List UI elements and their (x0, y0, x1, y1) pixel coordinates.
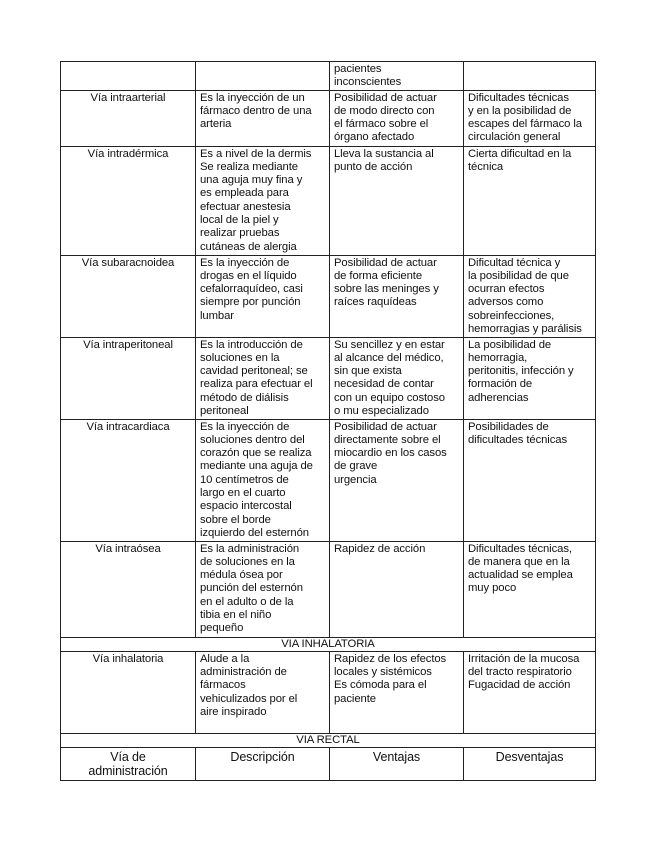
table-row (61, 651, 596, 733)
route-cell (61, 90, 196, 146)
cell-text-line: vehiculizados por el (200, 692, 298, 705)
cell-text-line: cefalorraquídeo, casi (200, 283, 303, 296)
cell-text-line: Es la inyección de un (200, 91, 305, 104)
cell-text-line: Dificultad técnica y (468, 256, 561, 269)
cell-text-line: ocurran efectos (468, 283, 545, 296)
cell-text-line: aire inspirado (200, 706, 267, 719)
cell-text-line: del tracto respiratorio (468, 666, 572, 679)
advantages-cell (330, 651, 464, 733)
cell-text-line: Vía subaracnoidea (81, 256, 175, 269)
table-row (61, 255, 596, 337)
column-header-row (61, 748, 596, 781)
cell-text-line: arteria (200, 118, 232, 131)
table-row (61, 337, 596, 419)
cell-text-line: Es cómoda para el (334, 679, 427, 692)
cell-text-line: realiza para efectuar el (200, 378, 313, 391)
cell-text-line: Vía intraósea (95, 542, 161, 555)
section-header-row (61, 733, 596, 747)
cell-text-line: punción del esternón (200, 582, 303, 595)
cell-text-line: paciente (334, 692, 376, 705)
disadvantages-cell (464, 541, 596, 637)
description-cell (196, 651, 330, 733)
cell-text-line: método de diálisis (200, 391, 289, 404)
cell-text-line: sobreinfecciones, (468, 309, 555, 322)
table-row (61, 419, 596, 541)
cell-text-line: Su sencillez y en estar (334, 338, 445, 351)
route-cell (61, 146, 196, 255)
cell-text-line: de manera que en la (468, 555, 570, 568)
table-row (61, 62, 596, 91)
route-cell (61, 541, 196, 637)
cell-text-line: pequeño (200, 622, 244, 635)
disadvantages-cell (464, 62, 596, 91)
description-cell (196, 90, 330, 146)
cell-text-line: administración (88, 764, 168, 779)
cell-text-line: tibia en el niño (200, 609, 272, 622)
cell-text-line: Es la administración (200, 542, 300, 555)
cell-text-line: Vía inhalatoria (92, 652, 164, 665)
cell-text-line: sin que exista (334, 365, 402, 378)
cell-text-line: urgencia (334, 473, 377, 486)
cell-text-line: de soluciones en la (200, 555, 295, 568)
cell-text-line: y en la posibilidad de (468, 104, 572, 117)
header-route (61, 748, 196, 781)
disadvantages-cell (464, 419, 596, 541)
description-cell (196, 62, 330, 91)
advantages-cell (330, 90, 464, 146)
route-cell (61, 337, 196, 419)
cell-text-line: Posibilidad de actuar (334, 420, 437, 433)
header-advantages: Ventajas (330, 748, 464, 781)
cell-text-line: órgano afectado (334, 131, 415, 144)
cell-text-line: médula ósea por (200, 569, 283, 582)
cell-text-line: izquierdo del esternón (200, 526, 309, 539)
cell-text-line: sobre el borde (200, 513, 271, 526)
cell-text-line: Posibilidad de actuar (334, 91, 437, 104)
cell-text-line: corazón que se realiza (200, 447, 312, 460)
disadvantages-cell (464, 337, 596, 419)
cell-text-line: Fugacidad de acción (468, 679, 571, 692)
cell-text-line: mediante una aguja de (200, 460, 313, 473)
cell-text-line: muy poco (468, 582, 517, 595)
cell-text-line: Se realiza mediante (200, 160, 298, 173)
cell-text-line: Vía de (110, 750, 146, 765)
cell-text-line: Es la inyección de (200, 420, 290, 433)
cell-text-line: sobre las meninges y (334, 283, 439, 296)
cell-text-line: largo en el cuarto (200, 487, 286, 500)
cell-text-line: Irritación de la mucosa (468, 652, 580, 665)
cell-text-line: hemorragias y parálisis (468, 323, 582, 336)
cell-text-line: de forma eficiente (334, 269, 422, 282)
cell-text-line: Posibilidades de (468, 420, 549, 433)
cell-text-line: Alude a la (200, 652, 250, 665)
cell-text-line: local de la piel y (200, 214, 279, 227)
cell-text-line: necesidad de contar (334, 378, 434, 391)
section-header-row (61, 637, 596, 651)
cell-text-line: Vía intradérmica (87, 147, 169, 160)
cell-text-line: soluciones en la (200, 351, 280, 364)
cell-text-line: Rapidez de los efectos (334, 652, 447, 665)
cell-text-line: al alcance del médico, (334, 351, 444, 364)
cell-text-line: Lleva la sustancia al (334, 147, 434, 160)
cell-text-line: de grave (334, 460, 378, 473)
cell-text-line: La posibilidad de (468, 338, 552, 351)
table-row (61, 90, 596, 146)
cell-text-line: fármaco dentro de una (200, 104, 312, 117)
cell-text-line: actualidad se emplea (468, 569, 573, 582)
cell-text-line: pacientes (334, 63, 382, 75)
cell-text-line: cutáneas de alergia (200, 240, 297, 253)
header-disadvantages: Desventajas (464, 748, 596, 781)
route-cell (61, 419, 196, 541)
cell-text-line: adversos como (468, 296, 544, 309)
table-row (61, 541, 596, 637)
cell-text-line: de modo directo con (334, 104, 435, 117)
cell-text-line: Es a nivel de la dermis (200, 147, 312, 160)
cell-text-line: con un equipo costoso (334, 391, 445, 404)
disadvantages-cell (464, 651, 596, 733)
route-cell (61, 255, 196, 337)
cell-text-line: la posibilidad de que (468, 269, 569, 282)
disadvantages-cell (464, 146, 596, 255)
cell-text-line: Posibilidad de actuar (334, 256, 437, 269)
cell-text-line: 10 centímetros de (200, 473, 289, 486)
cell-text-line: Vía intraperitoneal (83, 338, 173, 351)
cell-text-line: dificultades técnicas (468, 433, 567, 446)
cell-text-line: efectuar anestesia (200, 200, 291, 213)
cell-text-line: peritonitis, infección y (468, 365, 574, 378)
cell-text-line: miocardio en los casos (334, 447, 447, 460)
cell-text-line: Dificultades técnicas (468, 91, 569, 104)
cell-text-line: punto de acción (334, 160, 413, 173)
cell-text-line: Vía intraarterial (90, 91, 166, 104)
cell-text-line: Dificultades técnicas, (468, 542, 572, 555)
cell-text-line: Cierta dificultad en la (468, 147, 572, 160)
advantages-cell (330, 146, 464, 255)
description-cell (196, 541, 330, 637)
advantages-cell (330, 541, 464, 637)
cell-text-line: peritoneal (200, 405, 249, 418)
cell-text-line: circulación general (468, 131, 561, 144)
cell-text-line: inconscientes (334, 76, 402, 89)
advantages-cell (330, 62, 464, 91)
cell-text-line: es empleada para (200, 187, 289, 200)
description-cell (196, 255, 330, 337)
cell-text-line: fármacos (200, 679, 246, 692)
cell-text-line: adherencias (468, 391, 529, 404)
cell-text-line: raíces raquídeas (334, 296, 417, 309)
cell-text-line: lumbar (200, 309, 234, 322)
description-cell (196, 146, 330, 255)
cell-text-line: en el adulto o de la (200, 595, 294, 608)
cell-text-line: siempre por punción (200, 296, 301, 309)
cell-text-line: formación de (468, 378, 533, 391)
cell-text-line: técnica (468, 160, 504, 173)
cell-text-line: cavidad peritoneal; se (200, 365, 308, 378)
cell-text-line: una aguja muy fina y (200, 174, 303, 187)
header-description: Descripción (196, 748, 330, 781)
cell-text-line: soluciones dentro del (200, 433, 305, 446)
cell-text-line: administración de (200, 666, 287, 679)
cell-text-line: directamente sobre el (334, 433, 441, 446)
administration-routes-table (60, 61, 596, 781)
cell-text-line: Es la introducción de (200, 338, 303, 351)
advantages-cell (330, 419, 464, 541)
cell-text-line: o mu especializado (334, 405, 429, 418)
cell-text-line: el fármaco sobre el (334, 118, 429, 131)
disadvantages-cell (464, 90, 596, 146)
advantages-cell (330, 255, 464, 337)
cell-text-line: Vía intracardiaca (86, 420, 170, 433)
disadvantages-cell (464, 255, 596, 337)
route-cell (61, 651, 196, 733)
route-cell (61, 62, 196, 91)
cell-text-line: drogas en el líquido (200, 269, 297, 282)
cell-text-line: realizar pruebas (200, 227, 280, 240)
cell-text-line: hemorragia, (468, 351, 528, 364)
cell-text-line: espacio intercostal (200, 500, 292, 513)
cell-text-line: escapes del fármaco la (468, 118, 582, 131)
cell-text-line: Es la inyección de (200, 256, 290, 269)
cell-text-line: Rapidez de acción (334, 542, 426, 555)
table-row (61, 146, 596, 255)
advantages-cell (330, 337, 464, 419)
description-cell (196, 337, 330, 419)
cell-text-line: locales y sistémicos (334, 666, 432, 679)
section-title-rectal: VIA RECTAL (61, 733, 596, 747)
description-cell (196, 419, 330, 541)
section-title-inhalatoria: VIA INHALATORIA (61, 637, 596, 651)
